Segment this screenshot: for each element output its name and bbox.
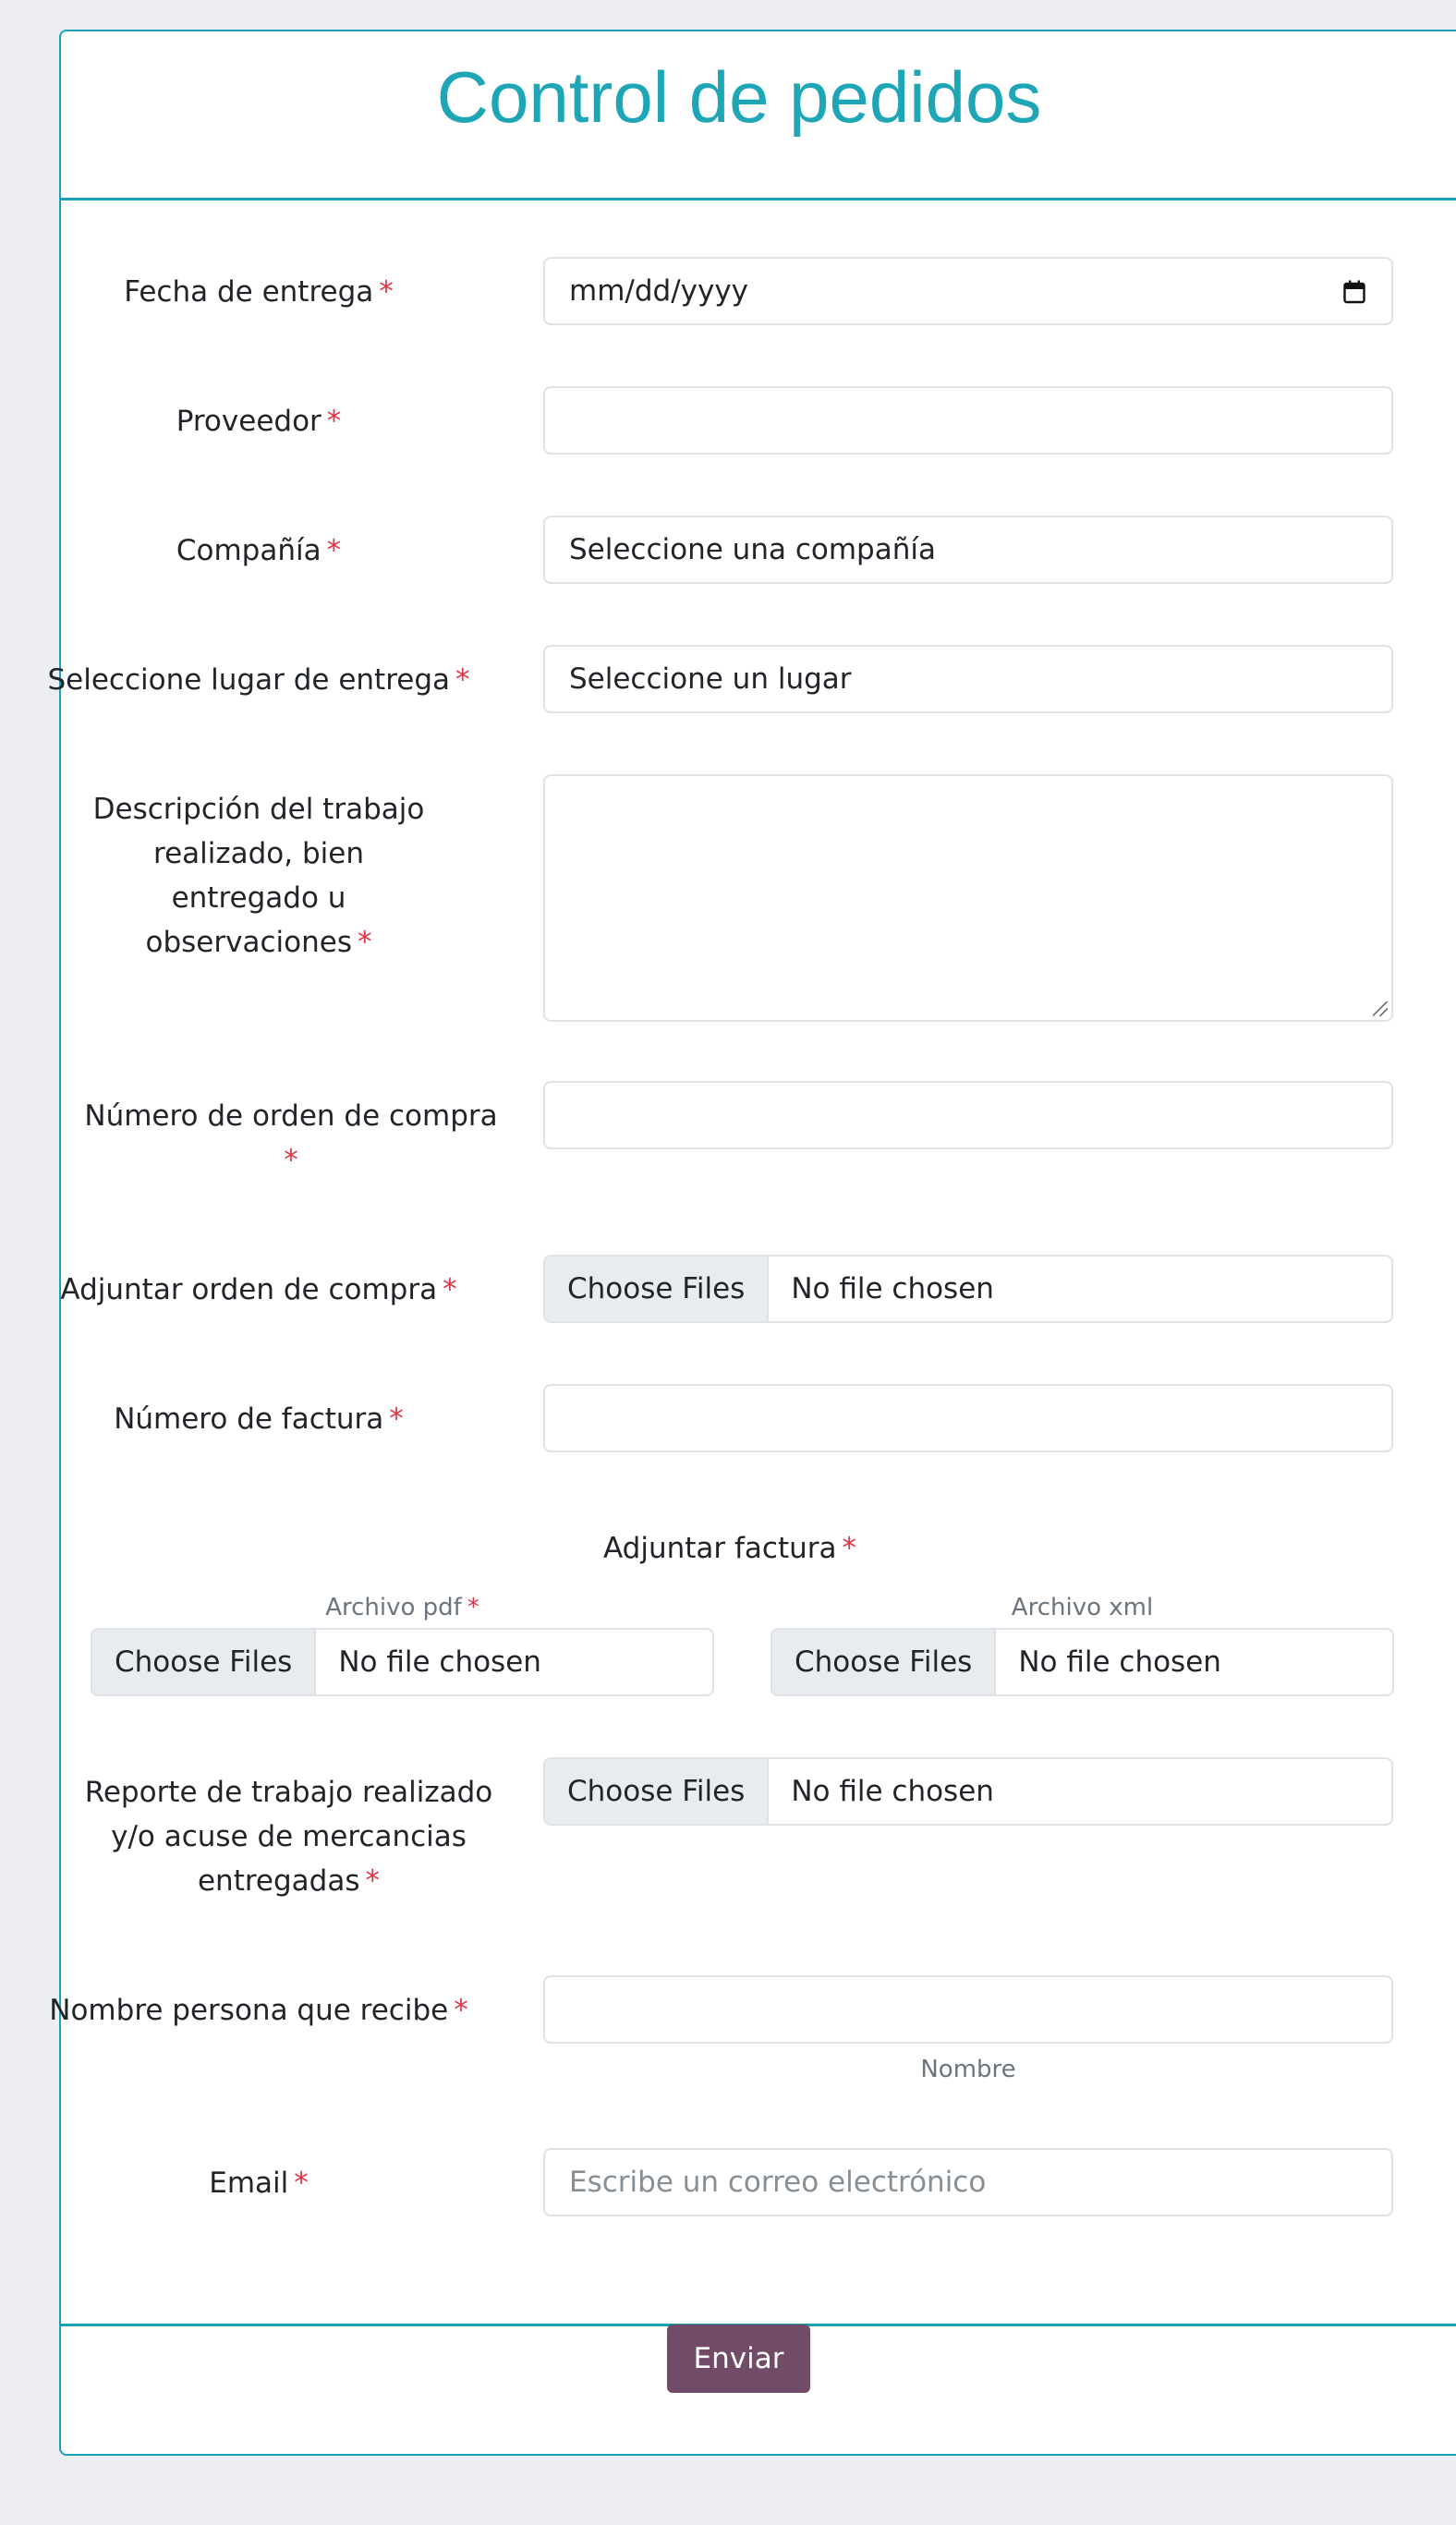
choose-files-button[interactable]: Choose Files <box>92 1630 316 1694</box>
receiver-name-label: Nombre persona que recibe * <box>49 1994 468 2027</box>
choose-files-button[interactable]: Choose Files <box>545 1759 769 1824</box>
resize-handle-icon[interactable] <box>1373 1002 1388 1016</box>
required-mark: * <box>284 1144 298 1177</box>
required-mark: * <box>443 1273 457 1306</box>
submit-button[interactable]: Enviar <box>667 2325 810 2393</box>
description-label: Descripción del trabajo realizado, bien entregado u observaciones * <box>92 793 425 959</box>
receiver-name-help: Nombre <box>920 2056 1016 2083</box>
company-label: Compañía * <box>176 534 342 567</box>
delivery-place-selected-value: Seleccione un lugar <box>569 662 852 696</box>
choose-files-button[interactable]: Choose Files <box>772 1630 996 1694</box>
po-number-label: Número de orden de compra * <box>84 1099 498 1177</box>
po-number-input[interactable] <box>543 1081 1393 1149</box>
file-status: No file chosen <box>1018 1645 1221 1679</box>
required-mark: * <box>454 1994 468 2027</box>
file-status: No file chosen <box>791 1272 994 1305</box>
delivery-place-label: Seleccione lugar de entrega * <box>47 663 470 697</box>
invoice-number-input[interactable] <box>543 1384 1393 1452</box>
work-report-label: Reporte de trabajo realizado y/o acuse de mercancias entregadas * <box>84 1776 493 1898</box>
supplier-input[interactable] <box>543 386 1393 455</box>
required-mark: * <box>842 1532 856 1565</box>
pdf-file-input[interactable] <box>91 1628 714 1696</box>
file-status: No file chosen <box>338 1645 541 1679</box>
po-attachment-file-input[interactable] <box>543 1255 1393 1323</box>
email-placeholder: Escribe un correo electrónico <box>569 2166 987 2199</box>
required-mark: * <box>455 663 470 697</box>
invoice-number-label: Número de factura * <box>114 1402 404 1436</box>
required-mark: * <box>357 926 372 959</box>
pdf-file-label: Archivo pdf * <box>325 1594 479 1621</box>
delivery-place-select[interactable] <box>543 645 1393 713</box>
file-status: No file chosen <box>791 1775 994 1808</box>
required-mark: * <box>467 1594 479 1621</box>
choose-files-button[interactable]: Choose Files <box>545 1256 769 1321</box>
receiver-name-input[interactable] <box>543 1975 1393 2044</box>
delivery-date-label: Fecha de entrega * <box>124 275 394 309</box>
invoice-attachment-label: Adjuntar factura * <box>603 1532 856 1565</box>
xml-file-label: Archivo xml <box>1011 1594 1154 1621</box>
required-mark: * <box>326 534 342 567</box>
supplier-label: Proveedor * <box>176 405 342 438</box>
required-mark: * <box>365 1864 380 1898</box>
required-mark: * <box>326 405 342 438</box>
delivery-date-input[interactable] <box>543 257 1393 325</box>
description-textarea[interactable] <box>543 774 1393 1022</box>
email-label: Email * <box>209 2167 309 2200</box>
required-mark: * <box>389 1402 404 1436</box>
required-mark: * <box>294 2167 309 2200</box>
company-selected-value: Seleccione una compañía <box>569 533 936 566</box>
po-attachment-label: Adjuntar orden de compra * <box>60 1273 457 1306</box>
calendar-icon[interactable] <box>1343 280 1365 304</box>
delivery-date-placeholder: mm/dd/yyyy <box>569 274 749 308</box>
xml-file-input[interactable] <box>770 1628 1394 1696</box>
required-mark: * <box>379 275 394 309</box>
work-report-file-input[interactable] <box>543 1757 1393 1826</box>
email-input[interactable] <box>543 2148 1393 2216</box>
company-select[interactable] <box>543 516 1393 584</box>
form-title: Control de pedidos <box>436 56 1042 138</box>
